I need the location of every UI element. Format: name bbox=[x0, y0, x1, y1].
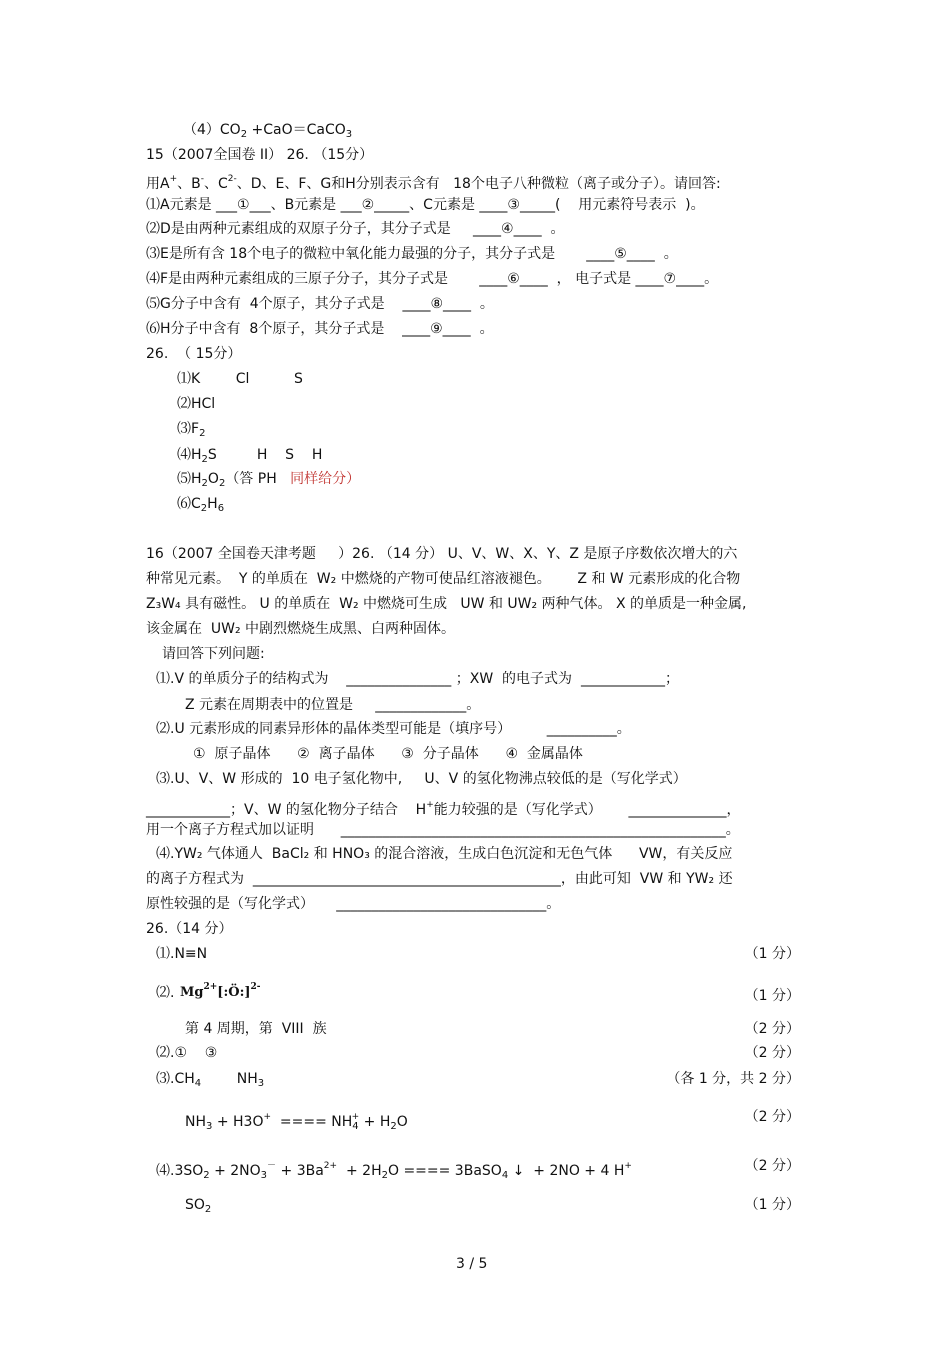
q16-part4c: 原性较强的是（写化学式） ______________________________。 bbox=[146, 896, 561, 912]
q15-part6: ⑹H分子中含有 8个原子，其分子式是 ____⑨____ 。 bbox=[146, 321, 494, 337]
q16-part3c: 用一个离子方程式加以证明 _______________________________________________________。 bbox=[146, 822, 740, 838]
q16-score-8: （1 分） bbox=[744, 1197, 800, 1213]
mgo-electron-formula: $Mg^{2+}[:Ö:]^{2-}$ bbox=[180, 982, 261, 1000]
q16-score-7: （2 分） bbox=[744, 1158, 800, 1174]
q16-part4: ⑷.YW₂ 气体通人 BaCl₂ 和 HNO₃ 的混合溶液，生成白色沉淀和无色气体 VW，有关反应 bbox=[156, 846, 733, 862]
q16-score-2: （1 分） bbox=[744, 988, 800, 1004]
q16-answer-3: 第 4 周期，第 VIII 族 bbox=[185, 1021, 327, 1037]
q15-answer-3: $⑶F_2$ bbox=[177, 421, 206, 439]
q16-line3: Z₃W₄ 具有磁性。 U 的单质在 W₂ 中燃烧可生成 UW 和 UW₂ 两种气体。 X 的单质是一种金属, bbox=[146, 596, 747, 612]
q16-prompt: 请回答下列问题: bbox=[162, 646, 265, 662]
q16-score-3: （2 分） bbox=[744, 1021, 800, 1037]
q15-answer-2: ⑵HCl bbox=[177, 396, 216, 412]
q15-part4: ⑷F是由两种元素组成的三原子分子，其分子式是 ____⑥____ ， 电子式是 ____⑦____。 bbox=[146, 271, 719, 287]
q16-answer-7: $⑷.3SO_2 + 2NO_3^- + 3Ba^{2+} + 2H_2O$ ==== 3BaSO$_4$ ↓ + 2NO + 4 H+ bbox=[156, 1161, 632, 1181]
q16-answer-1: ⑴.N≡N bbox=[156, 946, 208, 962]
q16-score-6: （2 分） bbox=[744, 1109, 800, 1125]
q16-answer-6: $NH_3 + H3O^+$ ==== $NH_4^+ + H_2O$ bbox=[185, 1112, 408, 1132]
q15-answer-5: $⑸H_2O_2$（答 PH 同样给分） bbox=[177, 471, 361, 489]
line-co2: $(4)CO_2$ +CaO＝CaCO$_3$ bbox=[183, 122, 353, 140]
q15-intro: 用A+、B-、$C^{2-}$、D、E、F、G和H分别表示含有 18个电子八种微粒（离子或分子）。请回答: bbox=[146, 174, 721, 192]
q16-part1: ⑴.V 的单质分子的结构式为 _______________ ；XW 的电子式为 ____________； bbox=[156, 671, 679, 687]
q15-header: 15（2007全国卷 II） 26. （15分） bbox=[146, 147, 374, 163]
q16-part1b: Z 元素在周期表中的位置是 _____________。 bbox=[185, 697, 481, 713]
q15-part1: ⑴A元素是 ___①___、B元素是 ___②_____、C元素是 ____③_____( 用元素符号表示 )。 bbox=[146, 197, 705, 213]
q16-line4: 该金属在 UW₂ 中剧烈燃烧生成黑、白两种固体。 bbox=[146, 621, 456, 637]
q16-answer-5: $⑶.CH_4$ $NH_3$ bbox=[156, 1071, 265, 1089]
q15-part5: ⑸G分子中含有 4个原子，其分子式是 ____⑧____ 。 bbox=[146, 296, 494, 312]
q16-answer-header: 26.（14 分） bbox=[146, 921, 233, 937]
q16-part2: ⑵.U 元素形成的同素异形体的晶体类型可能是（填序号） __________。 bbox=[156, 721, 631, 737]
q15-answer-1: ⑴K Cl S bbox=[177, 371, 303, 387]
q15-answer-6: $⑹C_2H_6$ bbox=[177, 496, 225, 514]
q16-answer-4: ⑵.① ③ bbox=[156, 1045, 218, 1061]
q16-answer-8: $SO_2$ bbox=[185, 1197, 212, 1215]
q16-score-5: （各 1 分，共 2 分） bbox=[666, 1071, 800, 1087]
q15-answer-header: 26. （ 15分） bbox=[146, 346, 242, 362]
q16-part3: ⑶.U、V、W 形成的 10 电子氢化物中, U、V 的氢化物沸点较低的是（写化学式） bbox=[156, 771, 687, 787]
q16-part3b: ____________；V、W 的氢化物分子结合 H+能力较强的是（写化学式） ______________， bbox=[146, 800, 741, 818]
q16-score-4: （2 分） bbox=[744, 1045, 800, 1061]
q15-part2: ⑵D是由两种元素组成的双原子分子，其分子式是 ____④____ 。 bbox=[146, 221, 565, 237]
q16-score-1: （1 分） bbox=[744, 946, 800, 962]
q15-part3: ⑶E是所有含 18个电子的微粒中氧化能力最强的分子，其分子式是 ____⑤____ 。 bbox=[146, 246, 678, 262]
q16-part4b: 的离子方程式为 ____________________________________________，由此可知 VW 和 YW₂ 还 bbox=[146, 871, 733, 887]
q15-answer-4: $⑷H_2S$ H S H bbox=[177, 447, 323, 465]
q16-line1: 16（2007 全国卷天津考题 ）26. （14 分） U、V、W、X、Y、Z 是原子序数依次增大的六 bbox=[146, 546, 738, 562]
q16-answer-2: ⑵. bbox=[156, 985, 175, 1001]
page-number: 3 / 5 bbox=[456, 1256, 488, 1272]
q16-line2: 种常见元素。 Y 的单质在 W₂ 中燃烧的产物可使品红溶液褪色。 Z 和 W 元素形成的化合物 bbox=[146, 571, 741, 587]
q16-part2-options: ① 原子晶体 ② 离子晶体 ③ 分子晶体 ④ 金属晶体 bbox=[193, 746, 583, 762]
